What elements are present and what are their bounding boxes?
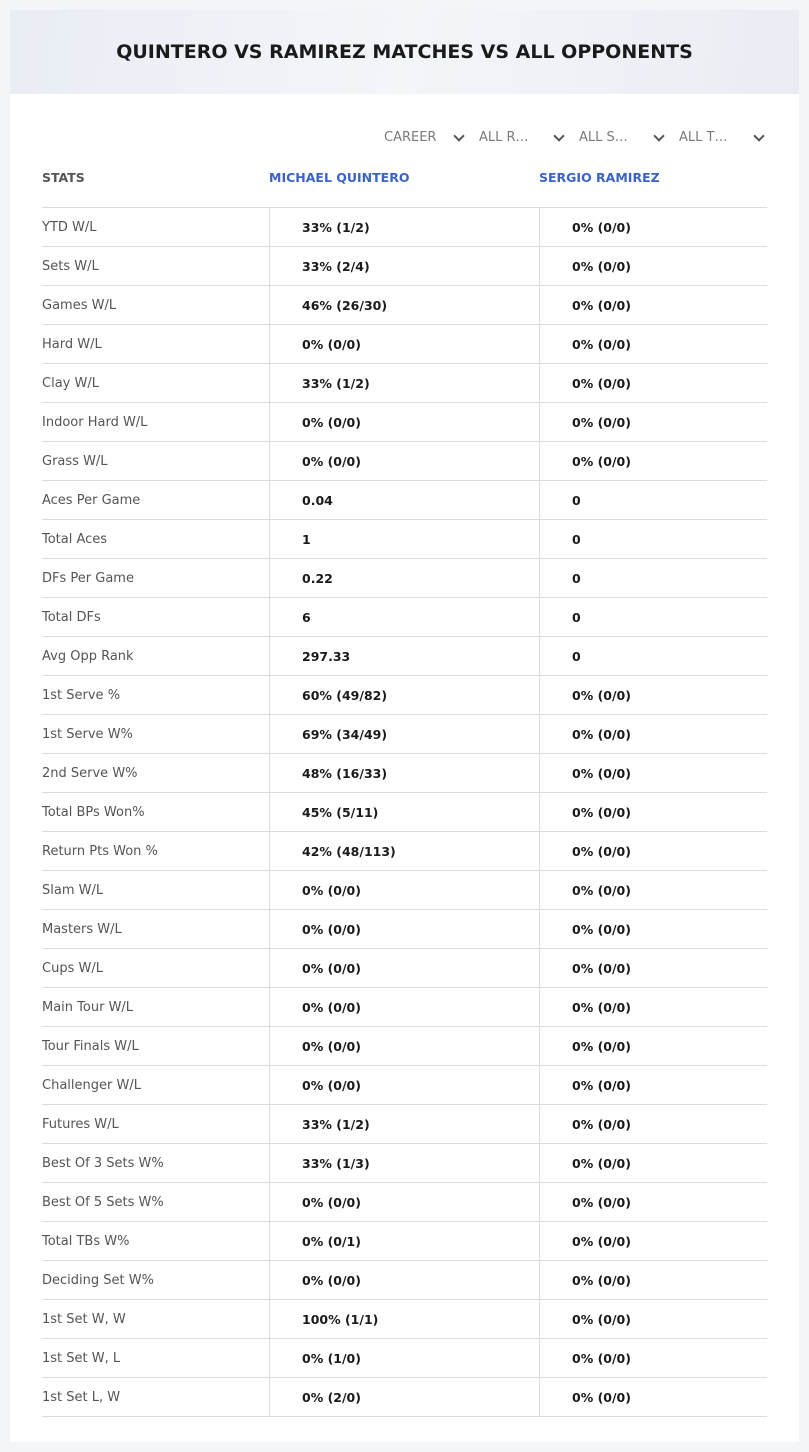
table-row [42,1261,767,1300]
stat-label: Grass W/L [42,453,108,469]
stat-label: Deciding Set W% [42,1272,154,1288]
stats-table [42,170,767,1417]
player-1-value: 0% (0/0) [269,871,539,909]
player-2-value: 0% (0/0) [539,1222,767,1260]
tournament-select[interactable] [679,126,764,148]
player-1-value: 0% (0/0) [269,1066,539,1104]
chevron-down-icon [554,132,564,142]
table-row [42,910,767,949]
stat-label: DFs Per Game [42,570,134,586]
player-2-value: 0% (0/0) [539,1339,767,1377]
player-1-value: 33% (1/2) [269,364,539,402]
player-2-value: 0 [539,598,767,636]
table-row [42,598,767,637]
player-1-value: 297.33 [269,637,539,675]
column-header-player-1[interactable]: MICHAEL QUINTERO [269,170,410,185]
player-1-value: 0% (0/0) [269,442,539,480]
stat-label: Avg Opp Rank [42,648,134,664]
player-2-value: 0% (0/0) [539,325,767,363]
player-1-value: 0% (0/0) [269,910,539,948]
stat-label: Total Aces [42,531,108,547]
round-select-value: ALL R… [479,129,529,145]
player-2-value: 0% (0/0) [539,715,767,753]
stat-label: 1st Set W, L [42,1350,121,1366]
player-2-value: 0 [539,637,767,675]
player-1-value: 1 [269,520,539,558]
table-row [42,481,767,520]
page-title: QUINTERO VS RAMIREZ MATCHES VS ALL OPPONENTS [116,41,693,63]
player-1-value: 48% (16/33) [269,754,539,792]
table-row [42,1066,767,1105]
stat-label: 2nd Serve W% [42,765,138,781]
stat-label: Slam W/L [42,882,104,898]
player-1-value: 0% (0/0) [269,1183,539,1221]
table-row [42,715,767,754]
table-row [42,754,767,793]
stat-label: Return Pts Won % [42,843,158,859]
stat-label: Aces Per Game [42,492,141,508]
period-select[interactable] [384,126,464,148]
player-1-value: 0% (0/1) [269,1222,539,1260]
player-1-value: 0% (0/0) [269,988,539,1026]
table-row [42,637,767,676]
player-1-value: 69% (34/49) [269,715,539,753]
table-row [42,676,767,715]
surface-select-value: ALL S… [579,129,628,145]
table-header [42,170,767,208]
stat-label: Total DFs [42,609,101,625]
player-2-value: 0% (0/0) [539,247,767,285]
stat-label: Cups W/L [42,960,103,976]
player-2-value: 0% (0/0) [539,1261,767,1299]
table-row [42,832,767,871]
player-1-value: 100% (1/1) [269,1300,539,1338]
player-2-value: 0% (0/0) [539,832,767,870]
player-1-value: 0.04 [269,481,539,519]
player-2-value: 0% (0/0) [539,1183,767,1221]
player-1-value: 0% (0/0) [269,1261,539,1299]
stat-label: Games W/L [42,297,117,313]
surface-select[interactable] [579,126,664,148]
filter-bar [10,126,799,148]
table-row [42,1339,767,1378]
stat-label: Best Of 5 Sets W% [42,1194,164,1210]
player-1-value: 0% (0/0) [269,325,539,363]
column-header-stats: STATS [42,170,85,185]
player-2-value: 0% (0/0) [539,1378,767,1416]
stat-label: Clay W/L [42,375,99,391]
round-select[interactable] [479,126,564,148]
stat-label: Futures W/L [42,1116,119,1132]
player-2-value: 0% (0/0) [539,208,767,246]
player-2-value: 0% (0/0) [539,754,767,792]
player-1-value: 33% (1/2) [269,208,539,246]
player-1-value: 45% (5/11) [269,793,539,831]
chevron-down-icon [654,132,664,142]
stat-label: Hard W/L [42,336,102,352]
player-2-value: 0% (0/0) [539,1066,767,1104]
player-2-value: 0% (0/0) [539,988,767,1026]
player-2-value: 0% (0/0) [539,949,767,987]
stat-label: 1st Set W, W [42,1311,126,1327]
stat-label: Sets W/L [42,258,99,274]
stat-label: 1st Set L, W [42,1389,121,1405]
player-2-value: 0% (0/0) [539,286,767,324]
stat-label: Tour Finals W/L [42,1038,139,1054]
player-1-value: 0% (0/0) [269,403,539,441]
stat-label: 1st Serve W% [42,726,133,742]
table-row [42,403,767,442]
stat-label: 1st Serve % [42,687,121,703]
stat-label: Total BPs Won% [42,804,145,820]
stat-label: Total TBs W% [42,1233,130,1249]
table-row [42,442,767,481]
table-row [42,247,767,286]
player-2-value: 0% (0/0) [539,1027,767,1065]
player-1-value: 0% (0/0) [269,1027,539,1065]
table-row [42,1027,767,1066]
player-1-value: 0% (0/0) [269,949,539,987]
stat-label: Masters W/L [42,921,122,937]
player-2-value: 0% (0/0) [539,910,767,948]
table-row [42,1378,767,1417]
player-2-value: 0 [539,520,767,558]
period-select-value: CAREER [384,129,437,145]
player-2-value: 0% (0/0) [539,364,767,402]
player-2-value: 0% (0/0) [539,676,767,714]
player-1-value: 6 [269,598,539,636]
table-row [42,1105,767,1144]
player-2-value: 0% (0/0) [539,871,767,909]
stat-label: YTD W/L [42,219,97,235]
player-2-value: 0% (0/0) [539,403,767,441]
stat-label: Challenger W/L [42,1077,141,1093]
table-row [42,1183,767,1222]
player-1-value: 0.22 [269,559,539,597]
column-header-player-2[interactable]: SERGIO RAMIREZ [539,170,660,185]
card-header [10,10,799,94]
stat-label: Indoor Hard W/L [42,414,148,430]
player-2-value: 0% (0/0) [539,1300,767,1338]
table-row [42,325,767,364]
table-row [42,559,767,598]
chevron-down-icon [754,132,764,142]
player-1-value: 42% (48/113) [269,832,539,870]
table-row [42,793,767,832]
table-row [42,871,767,910]
player-2-value: 0 [539,481,767,519]
table-row [42,949,767,988]
table-body [42,208,767,1417]
player-2-value: 0% (0/0) [539,442,767,480]
stat-label: Best Of 3 Sets W% [42,1155,164,1171]
stat-label: Main Tour W/L [42,999,134,1015]
player-1-value: 60% (49/82) [269,676,539,714]
player-1-value: 33% (1/3) [269,1144,539,1182]
table-row [42,988,767,1027]
table-row [42,1222,767,1261]
player-1-value: 33% (2/4) [269,247,539,285]
table-row [42,286,767,325]
table-row [42,1144,767,1183]
chevron-down-icon [454,132,464,142]
table-row [42,1300,767,1339]
table-row [42,520,767,559]
table-row [42,208,767,247]
player-1-value: 33% (1/2) [269,1105,539,1143]
player-1-value: 0% (1/0) [269,1339,539,1377]
player-2-value: 0% (0/0) [539,793,767,831]
player-1-value: 46% (26/30) [269,286,539,324]
player-2-value: 0 [539,559,767,597]
player-1-value: 0% (2/0) [269,1378,539,1416]
table-row [42,364,767,403]
player-2-value: 0% (0/0) [539,1144,767,1182]
tournament-select-value: ALL T… [679,129,728,145]
stats-card [10,10,799,1442]
player-2-value: 0% (0/0) [539,1105,767,1143]
